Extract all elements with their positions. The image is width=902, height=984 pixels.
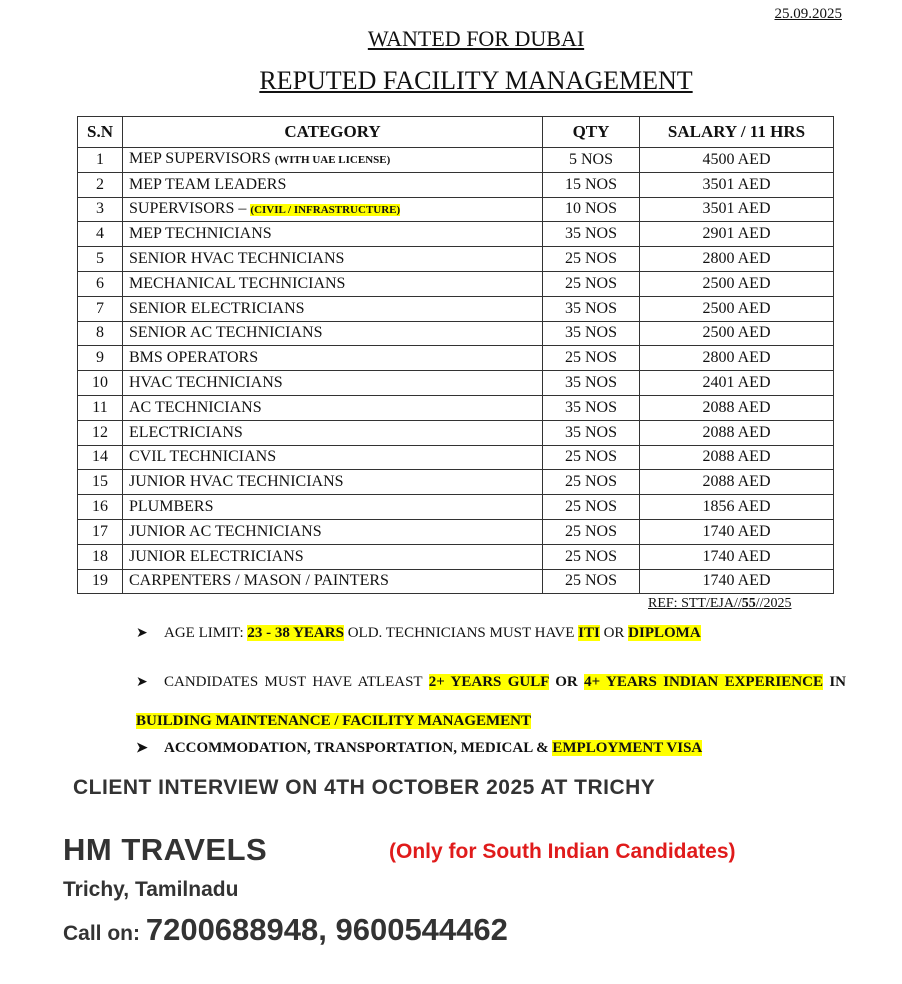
reference-number (648, 596, 792, 612)
category-label: MECHANICAL TECHNICIANS (129, 274, 346, 292)
row-qty: 25 NOS (543, 470, 640, 495)
row-salary: 1740 AED (640, 569, 834, 594)
category-label: JUNIOR AC TECHNICIANS (129, 522, 322, 540)
row-salary: 2088 AED (640, 445, 834, 470)
row-category (123, 519, 543, 544)
row-salary: 3501 AED (640, 197, 834, 222)
table-row (78, 495, 834, 520)
b1-highlight-age: 23 - 38 YEARS (247, 625, 344, 641)
bullet-benefits (136, 740, 702, 757)
table-row (78, 296, 834, 321)
row-salary: 2901 AED (640, 222, 834, 247)
table-row (78, 371, 834, 396)
category-label: JUNIOR HVAC TECHNICIANS (129, 473, 344, 491)
b2-highlight-gulf: 2+ YEARS GULF (428, 674, 549, 690)
b1-highlight-iti: ITI (578, 625, 600, 641)
table-row (78, 271, 834, 296)
row-sn: 16 (78, 495, 123, 520)
table-row (78, 222, 834, 247)
row-sn: 9 (78, 346, 123, 371)
row-salary: 2800 AED (640, 247, 834, 272)
row-category (123, 197, 543, 222)
row-qty: 35 NOS (543, 371, 640, 396)
row-category (123, 544, 543, 569)
row-category (123, 271, 543, 296)
row-sn: 14 (78, 445, 123, 470)
row-category (123, 445, 543, 470)
row-category (123, 222, 543, 247)
row-qty: 35 NOS (543, 395, 640, 420)
b2-text-3: IN (822, 674, 846, 690)
row-salary: 3501 AED (640, 172, 834, 197)
row-qty: 15 NOS (543, 172, 640, 197)
document-date: 25.09.2025 (774, 6, 842, 22)
row-qty: 25 NOS (543, 445, 640, 470)
row-qty: 35 NOS (543, 420, 640, 445)
row-category (123, 569, 543, 594)
row-qty: 25 NOS (543, 247, 640, 272)
row-qty: 25 NOS (543, 544, 640, 569)
row-category (123, 470, 543, 495)
row-salary: 2500 AED (640, 321, 834, 346)
header-qty: QTY (543, 117, 640, 148)
phone-numbers[interactable]: 7200688948, 9600544462 (145, 912, 508, 947)
row-sn: 3 (78, 197, 123, 222)
row-qty: 25 NOS (543, 271, 640, 296)
table-row (78, 544, 834, 569)
row-category (123, 172, 543, 197)
table-row (78, 346, 834, 371)
row-category (123, 371, 543, 396)
category-label: CARPENTERS / MASON / PAINTERS (129, 572, 389, 590)
row-qty: 35 NOS (543, 321, 640, 346)
row-salary: 1740 AED (640, 519, 834, 544)
b2-highlight-indian: 4+ YEARS INDIAN EXPERIENCE (584, 674, 823, 690)
row-category (123, 495, 543, 520)
row-category (123, 395, 543, 420)
page-subtitle: REPUTED FACILITY MANAGEMENT (259, 66, 693, 95)
category-label: MEP TEAM LEADERS (129, 175, 287, 193)
ref-suffix: //2025 (755, 596, 792, 611)
row-salary: 4500 AED (640, 148, 834, 173)
b2-text-1: CANDIDATES MUST HAVE ATLEAST (164, 674, 429, 690)
row-salary: 2800 AED (640, 346, 834, 371)
row-sn: 10 (78, 371, 123, 396)
arrow-right-icon: ➤ (136, 626, 148, 641)
row-salary: 2500 AED (640, 296, 834, 321)
category-label: SENIOR AC TECHNICIANS (129, 324, 323, 342)
category-label: AC TECHNICIANS (129, 398, 262, 416)
category-label: PLUMBERS (129, 498, 214, 516)
row-category (123, 296, 543, 321)
company-name: HM TRAVELS (63, 832, 268, 867)
category-label: SUPERVISORS – (129, 199, 251, 217)
category-label: MEP SUPERVISORS (129, 150, 275, 168)
row-sn: 6 (78, 271, 123, 296)
row-category (123, 346, 543, 371)
row-qty: 35 NOS (543, 222, 640, 247)
row-sn: 15 (78, 470, 123, 495)
category-label: JUNIOR ELECTRICIANS (129, 547, 304, 565)
vacancy-table (77, 116, 834, 594)
row-salary: 2088 AED (640, 470, 834, 495)
b2-text-2: OR (548, 674, 585, 690)
table-row (78, 519, 834, 544)
row-sn: 7 (78, 296, 123, 321)
b1-text-3: OR (599, 625, 629, 641)
category-label: BMS OPERATORS (129, 349, 259, 367)
row-salary: 2088 AED (640, 395, 834, 420)
table-row (78, 470, 834, 495)
b3-text-1: ACCOMMODATION, TRANSPORTATION, MEDICAL & (164, 740, 553, 756)
row-category (123, 148, 543, 173)
bullet-age-limit (136, 625, 701, 642)
row-qty: 5 NOS (543, 148, 640, 173)
b1-text-1: AGE LIMIT: (164, 625, 248, 641)
ref-prefix: REF: STT/EJA// (648, 596, 742, 611)
row-salary: 1856 AED (640, 495, 834, 520)
row-sn: 17 (78, 519, 123, 544)
row-salary: 2401 AED (640, 371, 834, 396)
row-salary: 2088 AED (640, 420, 834, 445)
table-row (78, 569, 834, 594)
row-sn: 1 (78, 148, 123, 173)
table-row (78, 148, 834, 173)
row-qty: 25 NOS (543, 495, 640, 520)
row-category (123, 321, 543, 346)
category-label: SENIOR HVAC TECHNICIANS (129, 250, 345, 268)
row-sn: 11 (78, 395, 123, 420)
header-category: CATEGORY (123, 117, 543, 148)
header-sn: S.N (78, 117, 123, 148)
row-sn: 12 (78, 420, 123, 445)
row-qty: 35 NOS (543, 296, 640, 321)
row-sn: 2 (78, 172, 123, 197)
contact-line (63, 912, 508, 948)
b3-highlight-visa: EMPLOYMENT VISA (552, 740, 703, 756)
b1-text-2: OLD. TECHNICIANS MUST HAVE (343, 625, 579, 641)
row-sn: 19 (78, 569, 123, 594)
table-row (78, 420, 834, 445)
table-row (78, 321, 834, 346)
category-label: MEP TECHNICIANS (129, 225, 272, 243)
call-label: Call on: (63, 922, 146, 945)
b1-highlight-diploma: DIPLOMA (628, 625, 701, 641)
category-label: HVAC TECHNICIANS (129, 374, 283, 392)
page-title: WANTED FOR DUBAI (367, 26, 585, 51)
arrow-right-icon: ➤ (136, 741, 148, 756)
category-label: CVIL TECHNICIANS (129, 448, 277, 466)
eligibility-note: (Only for South Indian Candidates) (389, 840, 736, 863)
table-row (78, 395, 834, 420)
table-row (78, 247, 834, 272)
bullet-experience (136, 663, 846, 741)
company-location: Trichy, Tamilnadu (63, 878, 239, 901)
header-salary: SALARY / 11 HRS (640, 117, 834, 148)
arrow-right-icon: ➤ (136, 675, 148, 690)
row-salary: 2500 AED (640, 271, 834, 296)
row-category (123, 420, 543, 445)
row-sn: 5 (78, 247, 123, 272)
table-row (78, 197, 834, 222)
row-category (123, 247, 543, 272)
row-salary: 1740 AED (640, 544, 834, 569)
ref-number: 55 (741, 596, 756, 611)
category-note: (CIVIL / INFRASTRUCTURE) (250, 203, 401, 216)
category-label: ELECTRICIANS (129, 423, 243, 441)
row-qty: 25 NOS (543, 346, 640, 371)
row-qty: 10 NOS (543, 197, 640, 222)
table-header-row (78, 117, 834, 148)
table-row (78, 172, 834, 197)
row-sn: 4 (78, 222, 123, 247)
row-qty: 25 NOS (543, 569, 640, 594)
row-sn: 8 (78, 321, 123, 346)
interview-banner: CLIENT INTERVIEW ON 4TH OCTOBER 2025 AT TRICHY (73, 776, 656, 799)
b2-highlight-building: BUILDING MAINTENANCE / FACILITY MANAGEMENT (136, 713, 532, 729)
category-note: (WITH UAE LICENSE) (274, 154, 391, 167)
category-label: SENIOR ELECTRICIANS (129, 299, 305, 317)
table-row (78, 445, 834, 470)
row-sn: 18 (78, 544, 123, 569)
row-qty: 25 NOS (543, 519, 640, 544)
